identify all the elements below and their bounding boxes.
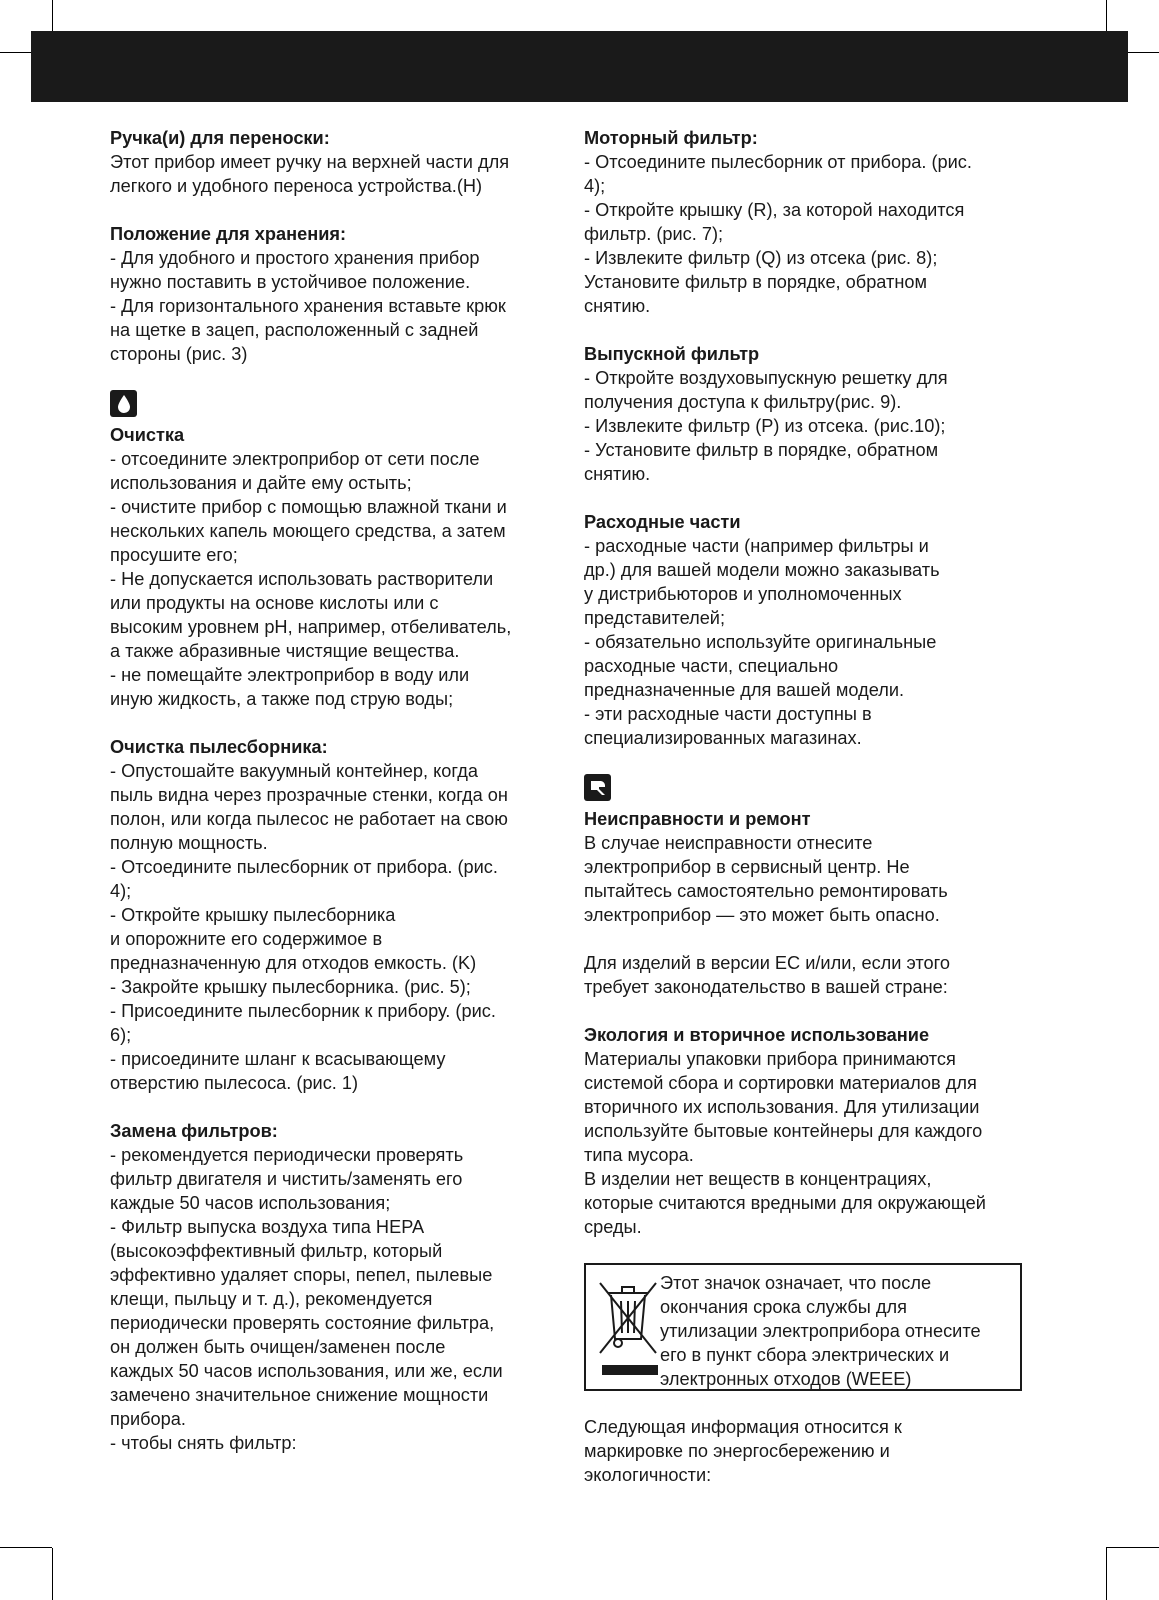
text-line: - Не допускается использовать растворители	[110, 569, 494, 589]
text-line: (высокоэффективный фильтр, который	[110, 1241, 443, 1261]
section-consumables	[584, 510, 1034, 750]
section-exhaust-filter	[584, 342, 1034, 486]
text-line: иную жидкость, а также под струю воды;	[110, 689, 454, 709]
section-heading: Ручка(и) для переноски:	[110, 128, 330, 148]
text-line: легкого и удобного переноса устройства.(H)	[110, 176, 483, 196]
text-line: 6);	[110, 1025, 132, 1045]
text-line: - Для удобного и простого хранения прибор	[110, 248, 480, 268]
text-line: - очистите прибор с помощью влажной ткани и	[110, 497, 507, 517]
section-heading: Очистка	[110, 425, 185, 445]
text-line: замечено значительное снижение мощности	[110, 1385, 489, 1405]
text-line: представителей;	[584, 608, 726, 628]
text-line: вторичного их использования. Для утилизации	[584, 1097, 980, 1117]
text-line: - отсоедините электроприбор от сети после	[110, 449, 480, 469]
text-line: - Отсоедините пылесборник от прибора. (рис.	[584, 152, 972, 172]
text-line: полон, или когда пылесос не работает на свою	[110, 809, 508, 829]
text-line: полную мощность.	[110, 833, 268, 853]
crop-mark	[1106, 1547, 1159, 1548]
section-heading: Выпускной фильтр	[584, 344, 760, 364]
text-line: высоким уровнем pH, например, отбеливатель,	[110, 617, 512, 637]
text-line: требует законодательство в вашей стране:	[584, 977, 948, 997]
text-line: Этот значок означает, что после	[660, 1273, 932, 1293]
text-line: - расходные части (например фильтры и	[584, 536, 929, 556]
text-line: - рекомендуется периодически проверять	[110, 1145, 464, 1165]
weee-notice-box	[584, 1263, 1022, 1391]
text-line: фильтр. (рис. 7);	[584, 224, 724, 244]
section-heading: Экология и вторичное использование	[584, 1025, 930, 1045]
text-line: или продукты на основе кислоты или с	[110, 593, 439, 613]
text-line: типа мусора.	[584, 1145, 694, 1165]
text-line: В случае неисправности отнесите	[584, 833, 873, 853]
text-line: экологичности:	[584, 1465, 712, 1485]
text-line: Следующая информация относится к	[584, 1417, 902, 1437]
text-line: - не помещайте электроприбор в воду или	[110, 665, 470, 685]
text-line: нескольких капель моющего средства, а затем	[110, 521, 506, 541]
text-line: 4);	[584, 176, 606, 196]
section-ecology	[584, 1023, 1034, 1239]
text-line: периодически проверять состояние фильтра,	[110, 1313, 495, 1333]
text-line: каждых 50 часов использования, или же, если	[110, 1361, 503, 1381]
crop-mark	[0, 1547, 52, 1548]
text-line: др.) для вашей модели можно заказывать	[584, 560, 940, 580]
text-line: прибора.	[110, 1409, 186, 1429]
section-motor-filter	[584, 126, 1034, 318]
text-line: Для изделий в версии ЕС и/или, если этого	[584, 953, 950, 973]
text-line: системой сбора и сортировки материалов для	[584, 1073, 977, 1093]
text-line: использования и дайте ему остыть;	[110, 473, 412, 493]
section-eu-note	[584, 951, 1034, 999]
text-line: - эти расходные части доступны в	[584, 704, 872, 724]
section-heading: Замена фильтров:	[110, 1121, 278, 1141]
text-line: используйте бытовые контейнеры для каждого	[584, 1121, 983, 1141]
crop-mark	[1106, 1548, 1107, 1600]
text-line: его в пункт сбора электрических и	[660, 1345, 950, 1365]
text-line: - обязательно используйте оригинальные	[584, 632, 937, 652]
section-cleaning	[110, 390, 560, 711]
text-line: которые считаются вредными для окружающей	[584, 1193, 986, 1213]
text-line: электроприбор — это может быть опасно.	[584, 905, 940, 925]
text-line: пыль видна через прозрачные стенки, когда он	[110, 785, 508, 805]
text-line: отверстию пылесоса. (рис. 1)	[110, 1073, 359, 1093]
text-line: - Установите фильтр в порядке, обратном	[584, 440, 939, 460]
text-line: и опорожните его содержимое в	[110, 929, 383, 949]
wrench-icon	[584, 774, 611, 801]
text-line: - чтобы снять фильтр:	[110, 1433, 297, 1453]
text-line: - Фильтр выпуска воздуха типа HEPA	[110, 1217, 425, 1237]
text-line: маркировке по энергосбережению и	[584, 1441, 890, 1461]
crop-mark	[52, 1548, 53, 1600]
text-line: стороны (рис. 3)	[110, 344, 248, 364]
text-line: расходные части, специально	[584, 656, 839, 676]
text-line: Материалы упаковки прибора принимаются	[584, 1049, 956, 1069]
section-storage	[110, 222, 560, 366]
text-line: - Отсоедините пылесборник от прибора. (рис.	[110, 857, 498, 877]
text-line: клещи, пыльцу и т. д.), рекомендуется	[110, 1289, 433, 1309]
text-line: пытайтесь самостоятельно ремонтировать	[584, 881, 948, 901]
text-line: а также абразивные чистящие вещества.	[110, 641, 460, 661]
text-line: - Откройте крышку (R), за которой находится	[584, 200, 965, 220]
crossed-bin-icon	[594, 1275, 666, 1381]
text-line: специализированных магазинах.	[584, 728, 862, 748]
section-filter-replacement	[110, 1119, 560, 1455]
text-line: - Извлеките фильтр (Q) из отсека (рис. 8);	[584, 248, 938, 268]
text-line: - Откройте воздуховыпускную решетку для	[584, 368, 948, 388]
section-heading: Моторный фильтр:	[584, 128, 758, 148]
section-energy-label-note	[584, 1415, 1034, 1487]
section-heading: Очистка пылесборника:	[110, 737, 328, 757]
text-line: - Присоедините пылесборник к прибору. (рис.	[110, 1001, 496, 1021]
text-line: окончания срока службы для	[660, 1297, 907, 1317]
text-line: - присоедините шланг к всасывающему	[110, 1049, 446, 1069]
header-bar	[31, 31, 1128, 102]
text-line: на щетке в зацеп, расположенный с задней	[110, 320, 479, 340]
section-heading: Положение для хранения:	[110, 224, 347, 244]
text-line: Установите фильтр в порядке, обратном	[584, 272, 928, 292]
text-line: эффективно удаляет споры, пепел, пылевые	[110, 1265, 493, 1285]
text-line: - Закройте крышку пылесборника. (рис. 5);	[110, 977, 471, 997]
weee-notice-text	[660, 1271, 1020, 1391]
text-line: снятию.	[584, 464, 651, 484]
water-drop-icon	[110, 390, 137, 417]
text-line: - Извлеките фильтр (P) из отсека. (рис.10);	[584, 416, 946, 436]
right-column	[584, 126, 1034, 1511]
text-line: Этот прибор имеет ручку на верхней части для	[110, 152, 510, 172]
text-line: 4);	[110, 881, 132, 901]
text-line: - Опустошайте вакуумный контейнер, когда	[110, 761, 478, 781]
text-line: снятию.	[584, 296, 651, 316]
text-line: у дистрибьюторов и уполномоченных	[584, 584, 902, 604]
text-line: утилизации электроприбора отнесите	[660, 1321, 981, 1341]
text-line: просушите его;	[110, 545, 238, 565]
text-line: каждые 50 часов использования;	[110, 1193, 391, 1213]
text-line: среды.	[584, 1217, 642, 1237]
text-line: предназначенную для отходов емкость. (K)	[110, 953, 477, 973]
section-repair	[584, 774, 1034, 927]
text-line: получения доступа к фильтру(рис. 9).	[584, 392, 902, 412]
section-dust-container	[110, 735, 560, 1095]
text-line: электроприбор в сервисный центр. Не	[584, 857, 910, 877]
text-line: фильтр двигателя и чистить/заменять его	[110, 1169, 463, 1189]
text-line: нужно поставить в устойчивое положение.	[110, 272, 471, 292]
text-line: электронных отходов (WEEE)	[660, 1369, 912, 1389]
text-line: - Для горизонтального хранения вставьте крюк	[110, 296, 506, 316]
section-carry-handle	[110, 126, 560, 198]
section-heading: Неисправности и ремонт	[584, 809, 811, 829]
text-line: В изделии нет веществ в концентрациях,	[584, 1169, 932, 1189]
text-line: - Откройте крышку пылесборника	[110, 905, 396, 925]
left-column	[110, 126, 560, 1479]
section-heading: Расходные части	[584, 512, 741, 532]
text-line: он должен быть очищен/заменен после	[110, 1337, 446, 1357]
text-line: предназначенные для вашей модели.	[584, 680, 905, 700]
